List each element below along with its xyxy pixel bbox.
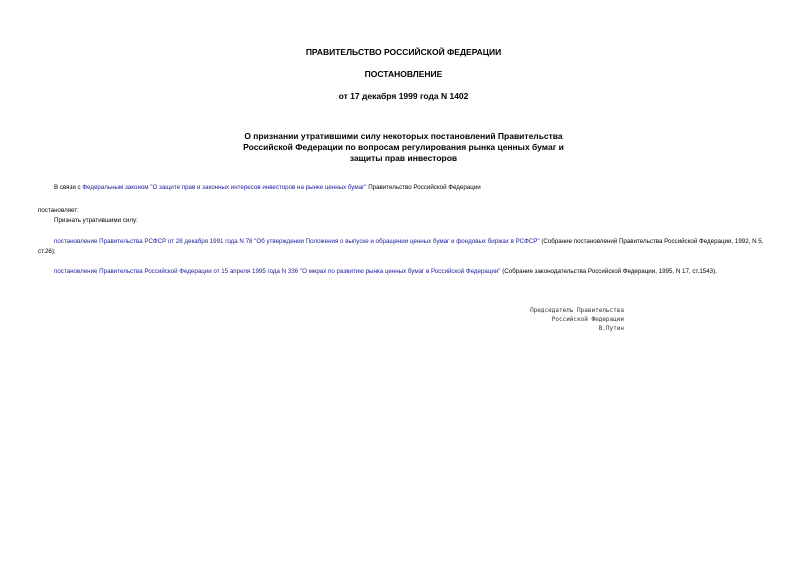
subject-line-2: Российской Федерации по вопросам регулирования рынка ценных бумаг и xyxy=(243,142,564,152)
document-type-heading: ПОСТАНОВЛЕНИЕ xyxy=(364,69,443,79)
federal-law-link[interactable]: Федеральным законом "О защите прав и законных интересов инвесторов на рынке ценных бумаг" xyxy=(82,184,367,191)
subject-line-1: О признании утратившими силу некоторых постановлений Правительства xyxy=(244,131,563,141)
signature-name: В.Путин xyxy=(598,325,624,332)
signature-position: Председатель Правительства xyxy=(530,307,624,314)
subject-line-3: защиты прав инвесторов xyxy=(349,153,458,163)
government-heading: ПРАВИТЕЛЬСТВО РОССИЙСКОЙ ФЕДЕРАЦИИ xyxy=(305,47,502,57)
list-item xyxy=(38,267,773,277)
intro-prefix: В связи с xyxy=(54,184,83,191)
resolution-1991-link[interactable]: постановление Правительства РСФСР от 28 декабря 1991 года N 78 "Об утверждении Положения о выпуске и обращении ценных бумаг и фондовых биржах в РСФСР" xyxy=(54,238,540,245)
intro-suffix: Правительство Российской Федерации xyxy=(366,184,481,191)
document-subject xyxy=(200,131,607,164)
date-number-heading: от 17 декабря 1999 года N 1402 xyxy=(338,91,469,101)
list-item xyxy=(38,237,773,257)
resolution-1995-link[interactable]: постановление Правительства Российской Федерации от 15 апреля 1995 года N 336 "О мерах по развитию рынка ценных бумаг в Российской Федерации" xyxy=(54,268,501,275)
intro-paragraph xyxy=(54,183,774,193)
resolution-1995-source: (Собрание законодательства Российской Федерации, 1995, N 17, ст.1543). xyxy=(500,268,717,275)
signature-country: Российской Федерации xyxy=(551,316,624,323)
postanovlyaet-text: постановляет: xyxy=(38,207,79,214)
resolution-1991-source: (Собрание постановлений Правительства Российской Федерации, 1992, N 5, ст.26); xyxy=(38,238,764,255)
priznat-text: Признать утратившими силу: xyxy=(54,217,138,224)
signature-block xyxy=(500,306,624,333)
